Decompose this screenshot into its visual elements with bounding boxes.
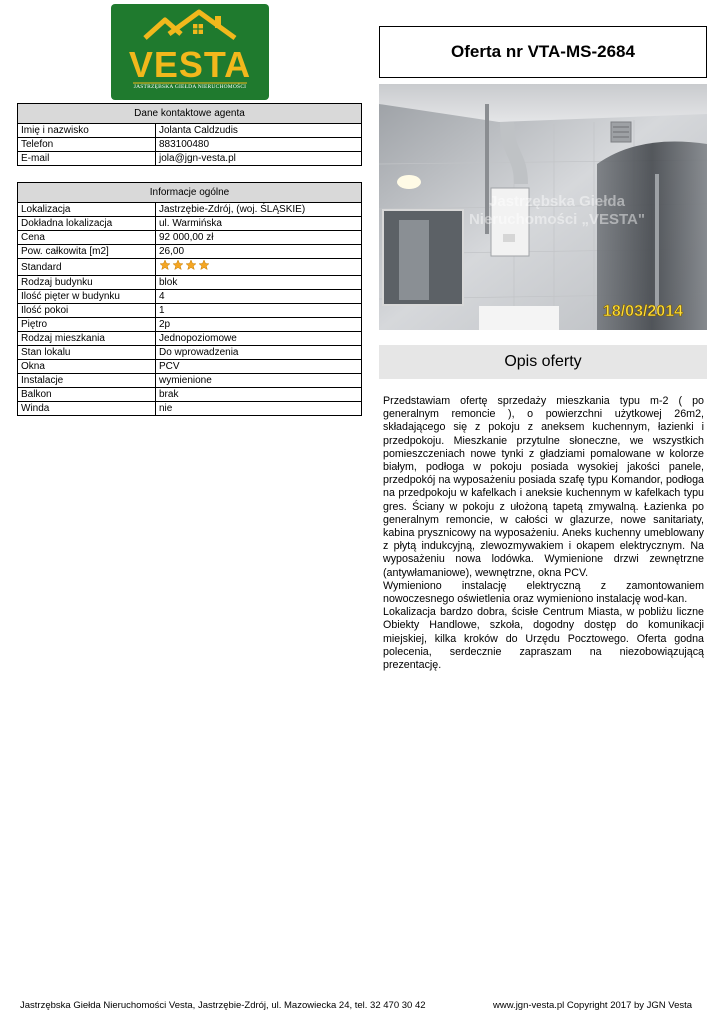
description-text bbox=[383, 395, 704, 672]
table-row bbox=[18, 217, 362, 231]
table-row bbox=[18, 360, 362, 374]
info-label: Okna bbox=[18, 360, 156, 374]
info-value: 92 000,00 zł bbox=[156, 231, 362, 245]
general-table-header: Informacje ogólne bbox=[18, 183, 362, 203]
star-icon bbox=[159, 259, 171, 271]
standard-rating bbox=[156, 259, 362, 276]
agent-value: jola@jgn-vesta.pl bbox=[156, 152, 362, 166]
info-value: 26,00 bbox=[156, 245, 362, 259]
description-title-box bbox=[379, 345, 707, 379]
photo-watermark-2: Nieruchomości „VESTA" bbox=[468, 211, 646, 228]
agent-value: Jolanta Caldzudis bbox=[156, 124, 362, 138]
table-row bbox=[18, 388, 362, 402]
table-row bbox=[18, 276, 362, 290]
info-label: Ilość pokoi bbox=[18, 304, 156, 318]
footer-copyright: www.jgn-vesta.pl Copyright 2017 by JGN Vesta bbox=[493, 1000, 693, 1011]
table-row bbox=[18, 203, 362, 217]
info-value: brak bbox=[156, 388, 362, 402]
info-label: Dokładna lokalizacja bbox=[18, 217, 156, 231]
agent-label: Telefon bbox=[18, 138, 156, 152]
info-value: nie bbox=[156, 402, 362, 416]
photo-date-stamp: 18/03/2014 bbox=[602, 303, 683, 320]
description-paragraph: Wymieniono instalację elektryczną z zamontowaniem nowoczesnego oświetlenia oraz wymieniono instalację wod-kan. bbox=[383, 579, 704, 606]
table-row bbox=[18, 259, 362, 276]
table-row bbox=[18, 318, 362, 332]
info-label: Piętro bbox=[18, 318, 156, 332]
table-row bbox=[18, 231, 362, 245]
table-row bbox=[18, 152, 362, 166]
info-label: Rodzaj mieszkania bbox=[18, 332, 156, 346]
logo-brand: VESTA bbox=[128, 44, 252, 85]
logo-tagline: JASTRZĘBSKA GIEŁDA NIERUCHOMOŚCI bbox=[133, 84, 247, 90]
table-row bbox=[18, 304, 362, 318]
star-icon bbox=[198, 259, 210, 271]
agent-value: 883100480 bbox=[156, 138, 362, 152]
info-label: Pow. całkowita [m2] bbox=[18, 245, 156, 259]
info-label: Balkon bbox=[18, 388, 156, 402]
star-icon bbox=[172, 259, 184, 271]
info-label: Rodzaj budynku bbox=[18, 276, 156, 290]
agent-table-header: Dane kontaktowe agenta bbox=[18, 104, 362, 124]
photo-watermark-1: Jastrzębska Giełda bbox=[489, 193, 625, 210]
info-value: wymienione bbox=[156, 374, 362, 388]
description-paragraph: Przedstawiam ofertę sprzedaży mieszkania typu m-2 ( po generalnym remoncie ), o powierzchni użytkowej 26m2, składającego się z pokoju z aneksem kuchennym, łazienki i przedpokoju. Mieszkanie przytulne słoneczne, we wszystkich pomieszczeniach nowe tynki z gładziami pomalowane w kolorze białym, podłoga w pokoju posiada wysokiej jakości panele, przedpokój na wyposażeniu posiada szafę typu Komandor, podłoga na przedpokoju w kafelkach i aneksie kuchennym w kafelkach typu gres. Ściany w pokoju z ułożoną tapetą zmywalną. Łazienka po generalnym remoncie, w całości w glazurze, nowe sanitariaty, kabina prysznicowy na wyposażeniu. Aneks kuchenny umeblowany z płytą indukcyjną, zlewozmywakiem i okapem elektrycznym. Na wyposażeniu nowa lodówka. Wymienione drzwi zewnętrzne (antywłamaniowe), wewnętrzne, okna PCV. bbox=[383, 395, 704, 579]
table-row bbox=[18, 245, 362, 259]
info-label: Cena bbox=[18, 231, 156, 245]
info-label: Lokalizacja bbox=[18, 203, 156, 217]
star-icon bbox=[185, 259, 197, 271]
description-title: Opis oferty bbox=[504, 353, 582, 370]
info-value: blok bbox=[156, 276, 362, 290]
info-value: 2p bbox=[156, 318, 362, 332]
info-value: Jednopoziomowe bbox=[156, 332, 362, 346]
table-row bbox=[18, 290, 362, 304]
info-label: Standard bbox=[18, 259, 156, 276]
info-value: 4 bbox=[156, 290, 362, 304]
table-row bbox=[18, 402, 362, 416]
table-row bbox=[18, 138, 362, 152]
offer-title: Oferta nr VTA-MS-2684 bbox=[451, 42, 635, 61]
info-label: Winda bbox=[18, 402, 156, 416]
table-row bbox=[18, 374, 362, 388]
info-label: Stan lokalu bbox=[18, 346, 156, 360]
table-row bbox=[18, 124, 362, 138]
info-value: PCV bbox=[156, 360, 362, 374]
info-value: 1 bbox=[156, 304, 362, 318]
table-row bbox=[18, 332, 362, 346]
info-label: Instalacje bbox=[18, 374, 156, 388]
info-value: ul. Warmińska bbox=[156, 217, 362, 231]
info-value: Do wprowadzenia bbox=[156, 346, 362, 360]
info-label: Ilość pięter w budynku bbox=[18, 290, 156, 304]
info-value: Jastrzębie-Zdrój, (woj. ŚLĄSKIE) bbox=[156, 203, 362, 217]
vesta-logo bbox=[111, 4, 269, 100]
description-paragraph: Lokalizacja bardzo dobra, ścisłe Centrum Miasta, w pobliżu liczne Obiekty Handlowe, szkoła, dogodny dostęp do komunikacji miejskiej, kilka kroków do Urzędu Pocztowego. Oferta godna polecenia, serdecznie zapraszam na niezobowiązującą prezentację. bbox=[383, 606, 704, 672]
property-photo bbox=[379, 84, 707, 330]
agent-label: E-mail bbox=[18, 152, 156, 166]
star-rating bbox=[159, 259, 211, 275]
general-info-table bbox=[17, 182, 362, 416]
table-row bbox=[18, 346, 362, 360]
bathroom-photo-image bbox=[379, 84, 707, 330]
agent-label: Imię i nazwisko bbox=[18, 124, 156, 138]
offer-title-box bbox=[379, 26, 707, 78]
footer-address: Jastrzębska Giełda Nieruchomości Vesta, Jastrzębie-Zdrój, ul. Mazowiecka 24, tel. 32 470 30 42 bbox=[20, 1000, 426, 1011]
agent-contact-table bbox=[17, 103, 362, 166]
